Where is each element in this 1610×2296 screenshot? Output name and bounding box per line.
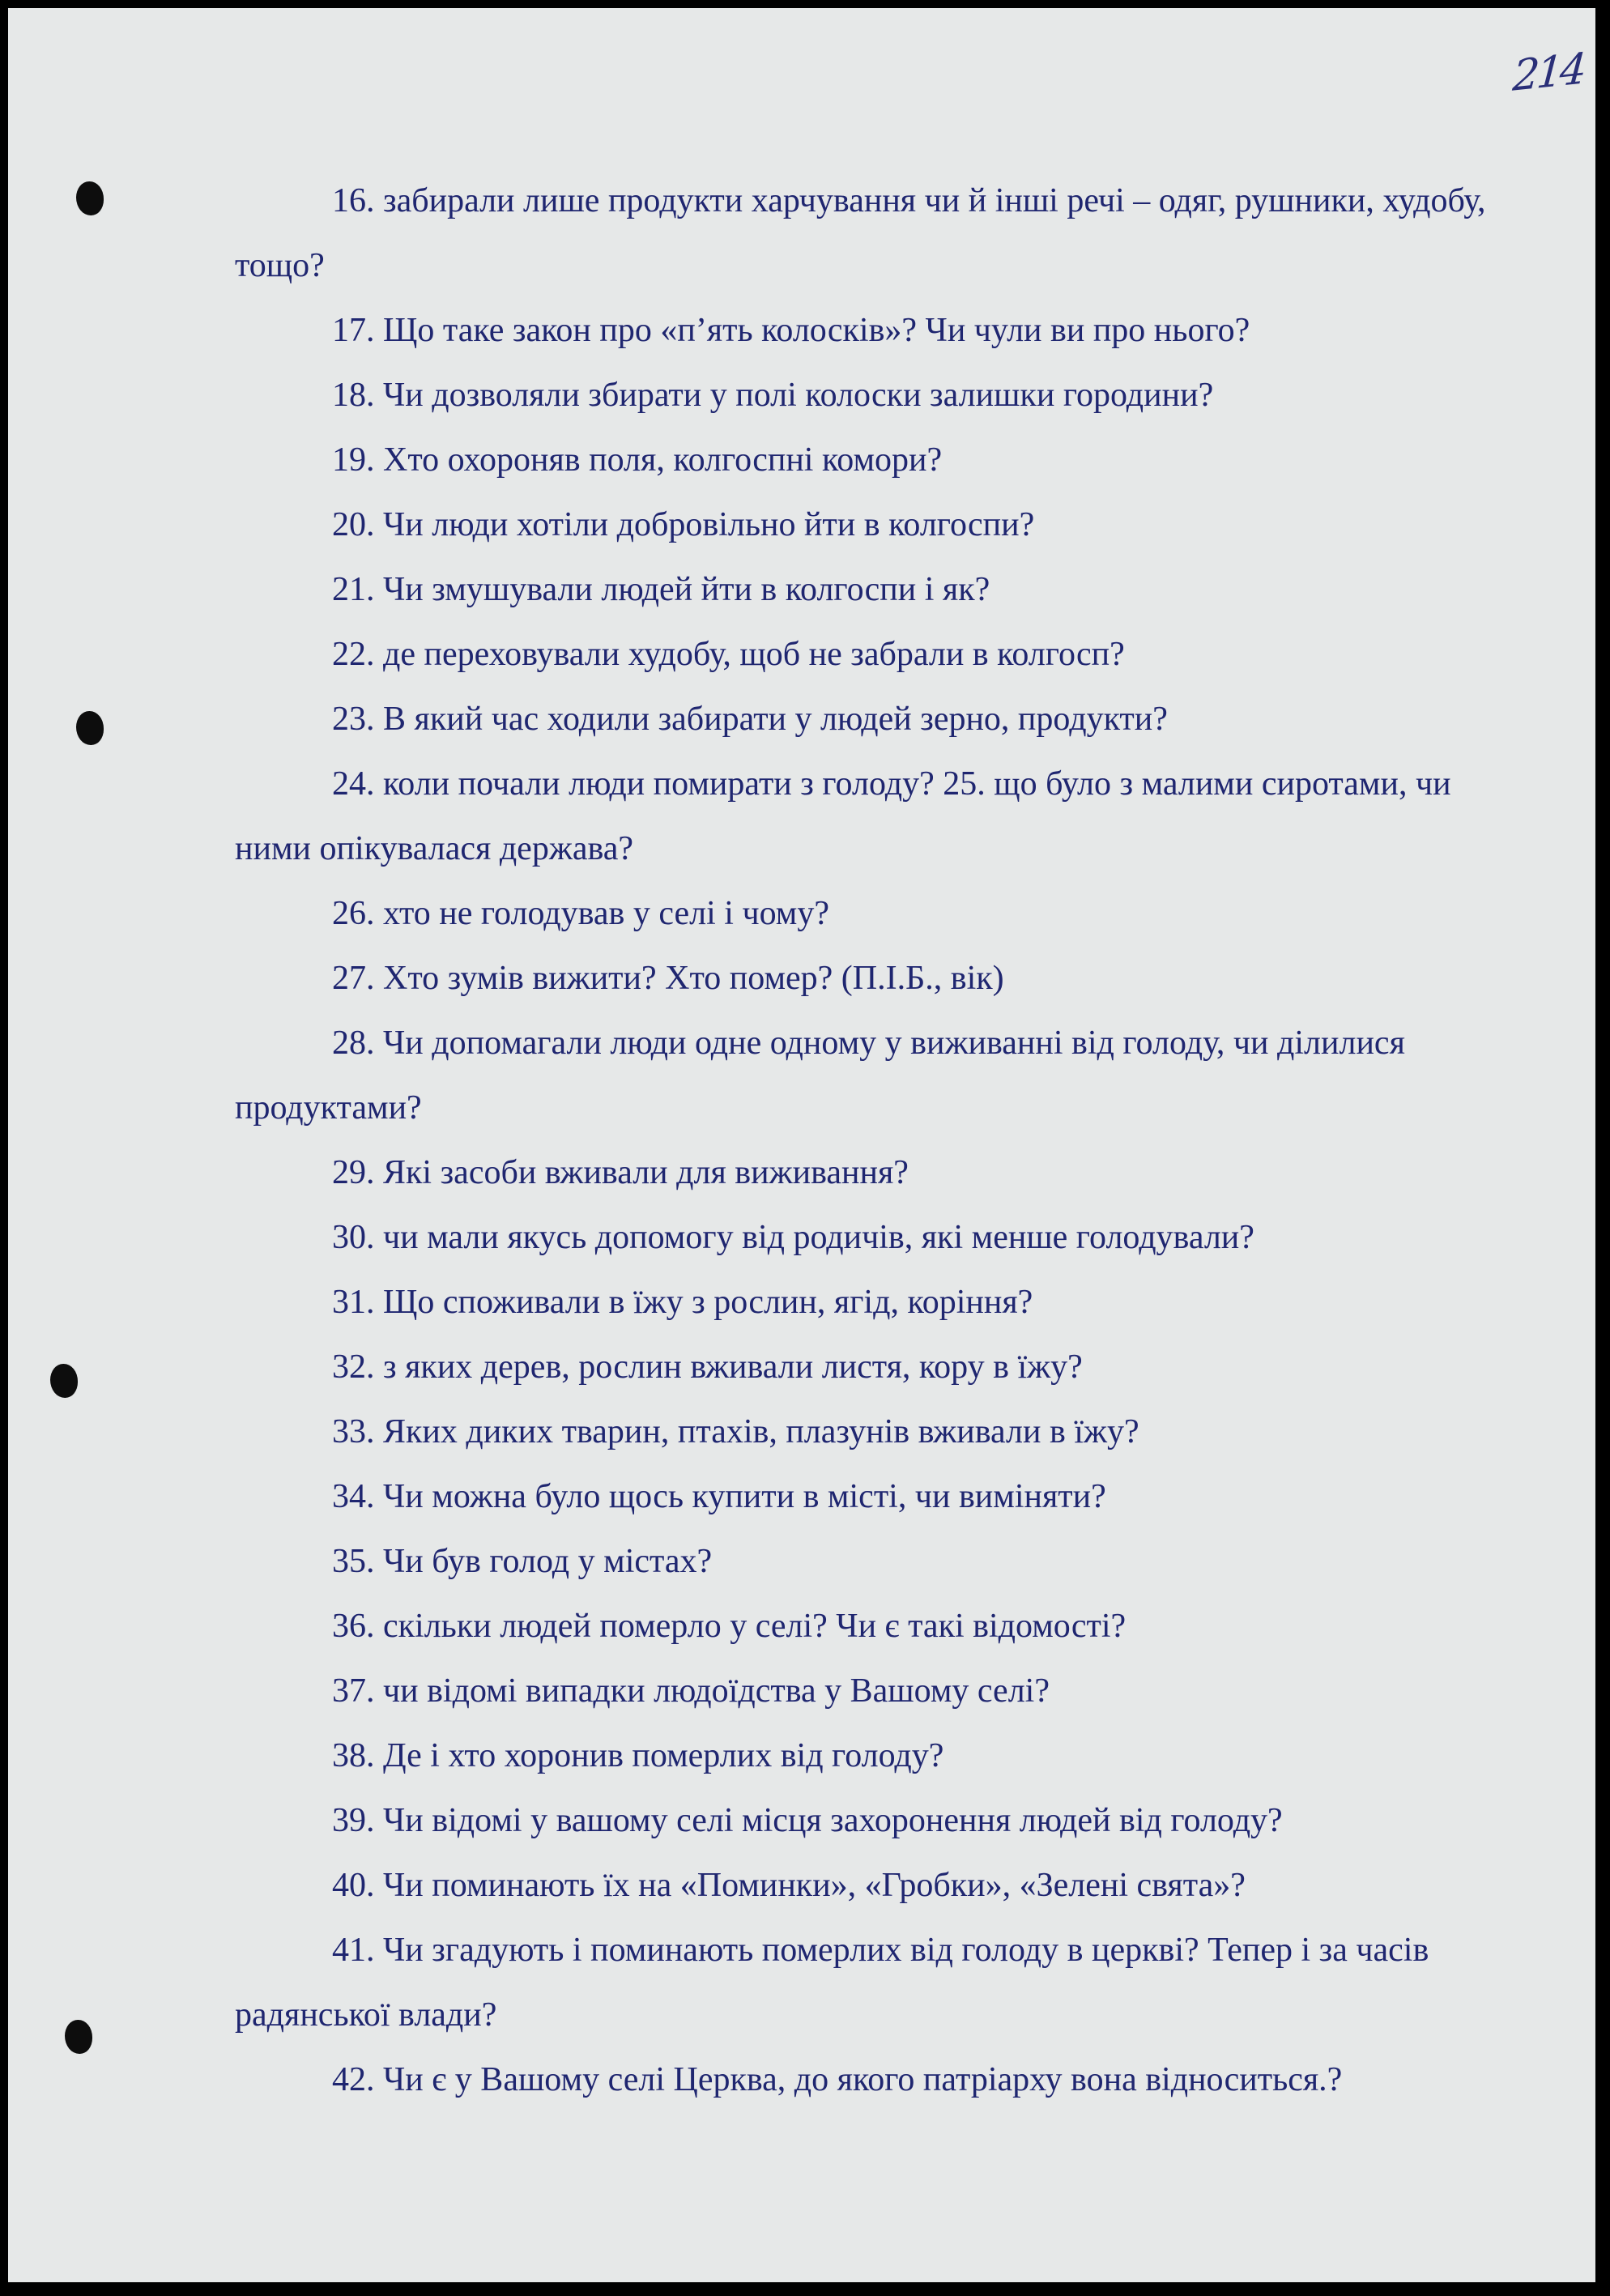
question-item: 40. Чи поминають їх на «Поминки», «Гробки», «Зелені свята»? bbox=[332, 1867, 1246, 1904]
question-item: 39. Чи відомі у вашому селі місця захоронення людей від голоду? bbox=[332, 1802, 1283, 1839]
punch-hole-icon bbox=[76, 181, 104, 215]
question-item: 26. хто не голодував у селі і чому? bbox=[332, 895, 830, 932]
question-item: 33. Яких диких тварин, птахів, плазунів вживали в їжу? bbox=[332, 1413, 1139, 1450]
handwritten-page-number: 214 bbox=[1511, 45, 1586, 101]
question-item: 28. Чи допомагали люди одне одному у виживанні від голоду, чи ділилися продуктами? bbox=[235, 1024, 1405, 1127]
question-item: 22. де переховували худобу, щоб не забрали в колгосп? bbox=[332, 636, 1125, 673]
question-item: 24. коли почали люди помирати з голоду? 25. що було з малими сиротами, чи ними опікувалася держава? bbox=[235, 765, 1451, 867]
question-item: 21. Чи змушували людей йти в колгоспи і як? bbox=[332, 571, 990, 608]
question-item: 41. Чи згадують і поминають померлих від голоду в церкві? Тепер і за часів радянської влади? bbox=[235, 1932, 1429, 2034]
question-item: 20. Чи люди хотіли добровільно йти в колгоспи? bbox=[332, 506, 1035, 543]
question-item: 32. з яких дерев, рослин вживали листя, кору в їжу? bbox=[332, 1348, 1083, 1386]
document-page bbox=[8, 8, 1595, 2282]
question-item: 30. чи мали якусь допомогу від родичів, які менше голодували? bbox=[332, 1219, 1254, 1256]
question-item: 17. Що таке закон про «п’ять колосків»? Чи чули ви про нього? bbox=[332, 312, 1250, 349]
question-item: 31. Що споживали в їжу з рослин, ягід, коріння? bbox=[332, 1284, 1033, 1321]
question-item: 35. Чи був голод у містах? bbox=[332, 1543, 713, 1580]
question-item: 36. скільки людей померло у селі? Чи є такі відомості? bbox=[332, 1608, 1127, 1645]
question-item: 23. В який час ходили забирати у людей зерно, продукти? bbox=[332, 701, 1168, 738]
punch-hole-icon bbox=[50, 1364, 78, 1398]
question-item: 34. Чи можна було щось купити в місті, чи виміняти? bbox=[332, 1478, 1106, 1515]
question-item: 27. Хто зумів вижити? Хто помер? (П.І.Б., вік) bbox=[332, 960, 1004, 997]
question-item: 29. Які засоби вживали для виживання? bbox=[332, 1154, 909, 1191]
question-item: 38. Де і хто хоронив померлих від голоду? bbox=[332, 1737, 944, 1774]
question-item: 19. Хто охороняв поля, колгоспні комори? bbox=[332, 441, 943, 479]
questionnaire-list bbox=[235, 168, 1514, 2112]
question-item: 18. Чи дозволяли збирати у полі колоски залишки городини? bbox=[332, 377, 1214, 414]
question-item: 42. Чи є у Вашому селі Церква, до якого патріарху вона відноситься.? bbox=[332, 2061, 1343, 2098]
punch-hole-icon bbox=[65, 2020, 92, 2054]
question-item: 37. чи відомі випадки людоїдства у Вашому селі? bbox=[332, 1672, 1050, 1710]
punch-hole-icon bbox=[76, 711, 104, 745]
question-item: 16. забирали лише продукти харчування чи й інші речі – одяг, рушники, худобу, тощо? bbox=[235, 182, 1486, 284]
